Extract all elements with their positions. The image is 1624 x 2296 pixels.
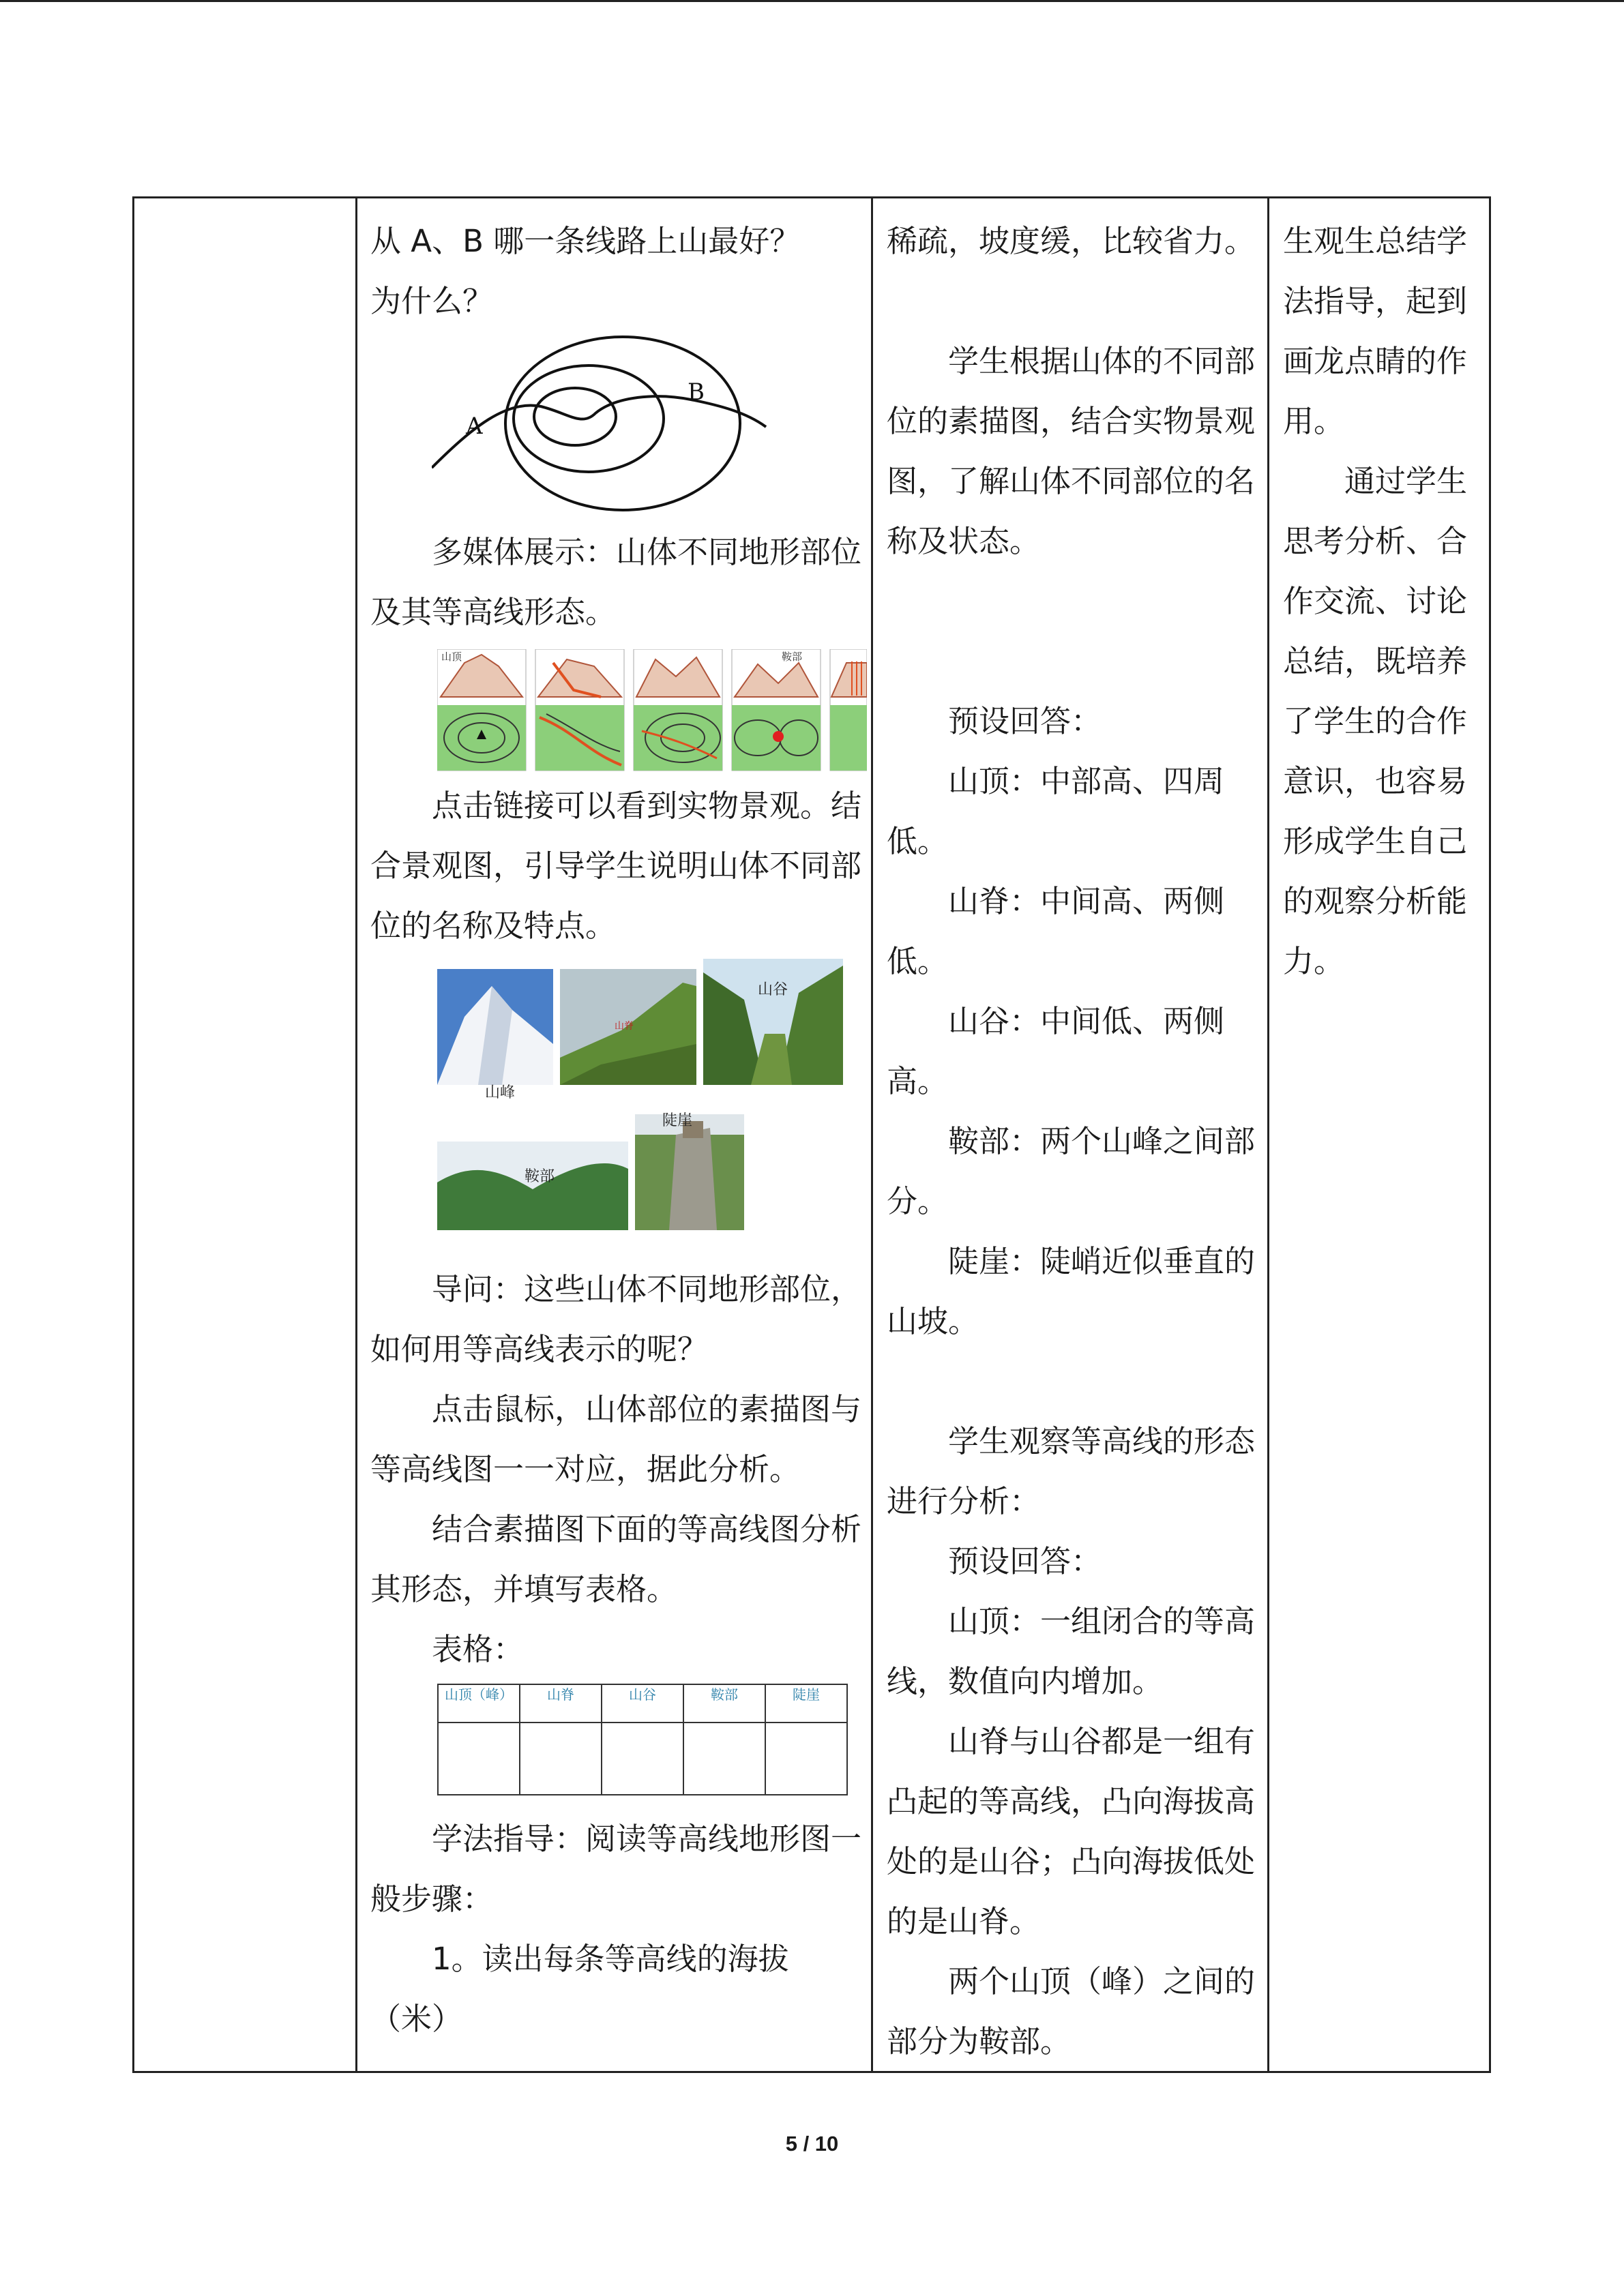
- photo-peak: [437, 969, 553, 1105]
- question-line2: 为什么？: [370, 283, 494, 319]
- click-mouse-text: 点击鼠标，山体部位的素描图与等高线图一一对应，据此分析。: [370, 1391, 862, 1487]
- mini-header-cliff: 陡崖: [765, 1684, 847, 1723]
- page-number: 5 / 10: [785, 2132, 839, 2156]
- route-a-label: A: [466, 413, 483, 440]
- sketch-saddle-label: 鞍部: [782, 651, 803, 663]
- photo-valley: [703, 959, 843, 1105]
- table-top-border: [132, 196, 1491, 198]
- photo-saddle: [437, 1142, 628, 1250]
- mini-cell-ridge: [520, 1723, 602, 1795]
- method-guide: 学法指导：阅读等高线地形图一般步骤：: [370, 1821, 862, 1917]
- answer-valley: 山谷：中间低、两侧高。: [887, 1003, 1225, 1099]
- preset-answer-1: 预设回答：: [948, 703, 1102, 739]
- page-top-border: [0, 0, 1624, 2]
- guide-question: 导问：这些山体不同地形部位，如何用等高线表示的呢？: [370, 1271, 862, 1367]
- table-divider-3: [1267, 196, 1269, 2073]
- student-p3: 学生观察等高线的形态进行分析：: [887, 1423, 1256, 1519]
- photo-saddle-label: 鞍部: [525, 1168, 555, 1185]
- sketch-peak-label: 山顶: [441, 651, 462, 663]
- mini-cell-valley: [602, 1723, 683, 1795]
- preset-answer-2: 预设回答：: [948, 1543, 1102, 1579]
- photo-cliff-label: 陡崖: [662, 1112, 693, 1129]
- table-border-left: [132, 196, 134, 2073]
- photo-valley-label: 山谷: [758, 981, 788, 998]
- photo-peak-label: 山峰: [485, 1084, 516, 1101]
- contour-ridge-valley: 山脊与山谷都是一组有凸起的等高线，凸向海拔高处的是山谷；凸向海拔低处的是山脊。: [887, 1723, 1256, 1939]
- answer-ridge: 山脊：中间高、两侧低。: [887, 883, 1225, 979]
- landform-fill-table: [437, 1684, 848, 1795]
- lesson-table: [132, 196, 1491, 2073]
- mini-header-ridge: 山脊: [520, 1684, 602, 1723]
- terrain-sketch-strip: [437, 649, 867, 772]
- sketch-cliff: [830, 649, 867, 771]
- column-teacher-activity: [370, 211, 861, 2049]
- sketch-valley: [634, 649, 722, 771]
- intent-p2: 通过学生思考分析、合作交流、讨论总结，既培养了学生的合作意识，也容易形成学生自己的观察分析能力。: [1283, 463, 1468, 979]
- photo-ridge: [560, 969, 696, 1105]
- mini-header-saddle: 鞍部: [683, 1684, 765, 1723]
- mini-header-peak: 山顶（峰）: [438, 1684, 520, 1723]
- route-b-label: B: [688, 378, 705, 406]
- sketch-peak: [437, 649, 526, 771]
- table-label: 表格：: [432, 1631, 525, 1667]
- answer-cliff: 陡崖：陡峭近似垂直的山坡。: [887, 1243, 1256, 1339]
- photo-ridge-label: 山脊: [615, 1021, 634, 1032]
- sketch-saddle: [732, 649, 821, 771]
- step-1: 1。读出每条等高线的海拔（米）: [370, 1941, 789, 2037]
- contour-route-figure: [432, 331, 814, 516]
- column-student-activity: [887, 211, 1258, 2072]
- table-divider-1: [355, 196, 357, 2073]
- question-line1: 从 A、B 哪一条线路上山最好？: [370, 223, 801, 259]
- table-divider-2: [871, 196, 873, 2073]
- table-bottom-border: [132, 2071, 1491, 2073]
- link-text: 点击链接可以看到实物景观。结合景观图，引导学生说明山体不同部位的名称及特点。: [370, 788, 862, 944]
- combine-text: 结合素描图下面的等高线图分析其形态，并填写表格。: [370, 1511, 862, 1607]
- student-p2: 学生根据山体的不同部位的素描图，结合实物景观图，了解山体不同部位的名称及状态。: [887, 343, 1256, 559]
- column-design-intent: [1283, 211, 1474, 992]
- photo-row-1: [437, 959, 861, 1105]
- student-p1: 稀疏，坡度缓，比较省力。: [887, 223, 1256, 259]
- photo-cliff: [635, 1114, 744, 1250]
- contour-saddle: 两个山顶（峰）之间的部分为鞍部。: [887, 1963, 1256, 2059]
- contour-peak: 山顶：一组闭合的等高线，数值向内增加。: [887, 1603, 1256, 1699]
- table-border-right: [1489, 196, 1491, 2073]
- photo-row-2: [437, 1114, 861, 1250]
- answer-saddle: 鞍部：两个山峰之间部分。: [887, 1123, 1256, 1219]
- mini-header-valley: 山谷: [602, 1684, 683, 1723]
- answer-peak: 山顶：中部高、四周低。: [887, 763, 1225, 859]
- intent-p1: 生观生总结学法指导，起到画龙点睛的作用。: [1283, 223, 1468, 439]
- sketch-ridge: [535, 649, 624, 771]
- mini-cell-peak: [438, 1723, 520, 1795]
- multimedia-text: 多媒体展示：山体不同地形部位及其等高线形态。: [370, 534, 862, 630]
- mini-cell-cliff: [765, 1723, 847, 1795]
- mini-cell-saddle: [683, 1723, 765, 1795]
